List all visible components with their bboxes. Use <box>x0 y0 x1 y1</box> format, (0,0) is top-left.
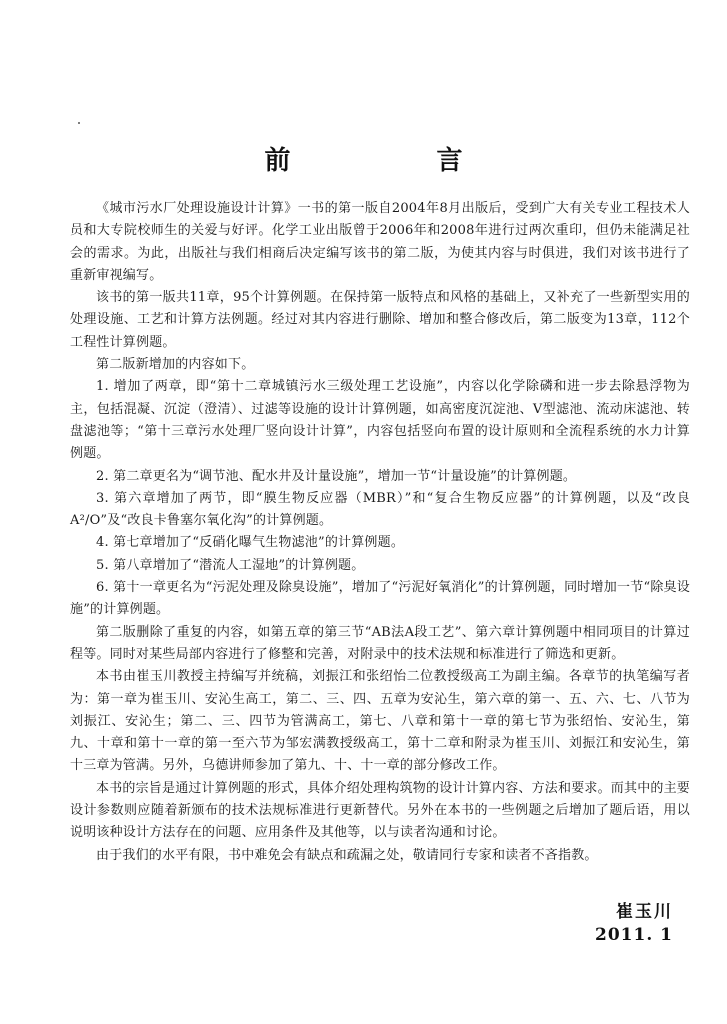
paragraph: 3. 第六章增加了两节，即“膜生物反应器（MBR）”和“复合生物反应器”的计算例题，以及“改良A²/O”及“改良卡鲁塞尔氧化沟”的计算例题。 <box>70 490 690 529</box>
page-title: 前 言 <box>264 146 523 176</box>
paragraph: 1. 增加了两章，即“第十二章城镇污水三级处理工艺设施”，内容以化学除磷和进一步去除悬浮物为主，包括混凝、沉淀（澄清）、过滤等设施的设计计算例题，如高密度沉淀池、V型滤池、流动床滤池、转盘滤池等；“第十三章污水处理厂竖向设计计算”，内容包括竖向布置的设计原则和全流程系统的水力计算例题。 <box>70 379 690 462</box>
preface-body <box>70 198 690 867</box>
scan-speck <box>78 122 80 124</box>
paragraph: 2. 第二章更名为“调节池、配水井及计量设施”，增加一节“计量设施”的计算例题。 <box>96 468 577 484</box>
paragraph: 《城市污水厂处理设施设计计算》一书的第一版自2004年8月出版后，受到广大有关专业工程技术人员和大专院校师生的关爱与好评。化学工业出版曾于2006年和2008年进行过两次重印，但仍未能满足社会的需求。为此，出版社与我们相商后决定编写该书的第二版，为使其内容与时俱进，我们对该书进行了重新审视编写。 <box>70 201 690 283</box>
paragraph: 4. 第七章增加了“反硝化曝气生物滤池”的计算例题。 <box>96 535 405 551</box>
paragraph: 5. 第八章增加了“潜流人工湿地”的计算例题。 <box>96 557 365 573</box>
author-signature: 崔玉川 <box>616 902 673 922</box>
paragraph: 第二版删除了重复的内容，如第五章的第三节“AB法A段工艺”、第六章计算例题中相同项目的计算过程等。同时对某些局部内容进行了修整和完善，对附录中的技术法规和标准进行了筛选和更新。 <box>70 624 690 662</box>
paragraph: 该书的第一版共11章，95个计算例题。在保持第一版特点和风格的基础上，又补充了一些新型实用的处理设施、工艺和计算方法例题。经过对其内容进行删除、增加和整合修改后，第二版变为13章，112个工程性计算例题。 <box>70 290 690 350</box>
paragraph: 本书的宗旨是通过计算例题的形式，具体介绍处理构筑物的设计计算内容、方法和要求。而其中的主要设计参数则应随着新颁布的技术法规标准进行更新替代。另外在本书的一些例题之后增加了题后语，用以说明该种设计方法存在的问题、应用条件及其他等，以与读者沟通和讨论。 <box>70 780 691 841</box>
signature-date: 2011. 1 <box>595 925 673 945</box>
paragraph: 6. 第十一章更名为“污泥处理及除臭设施”，增加了“污泥好氧消化”的计算例题，同时增加一节“除臭设施”的计算例题。 <box>70 580 690 618</box>
paragraph: 第二版新增加的内容如下。 <box>96 357 255 373</box>
paragraph: 本书由崔玉川教授主持编写并统稿，刘振江和张绍怡二位教授级高工为副主编。各章节的执笔编写者为：第一章为崔玉川、安沁生高工，第二、三、四、五章为安沁生，第六章的第一、五、六、七、八节为刘振江、安沁生；第二、三、四节为管满高工，第七、八章和第十一章的第七节为张绍怡、安沁生，第九、十章和第十一章的第一至六节为邹宏满教授级高工，第十二章和附录为崔玉川、刘振江和安沁生，第十三章为管满。另外，乌德讲师参加了第九、十、十一章的部分修改工作。 <box>70 669 690 774</box>
paragraph: 由于我们的水平有限，书中难免会有缺点和疏漏之处，敬请同行专家和读者不吝指教。 <box>96 847 598 863</box>
